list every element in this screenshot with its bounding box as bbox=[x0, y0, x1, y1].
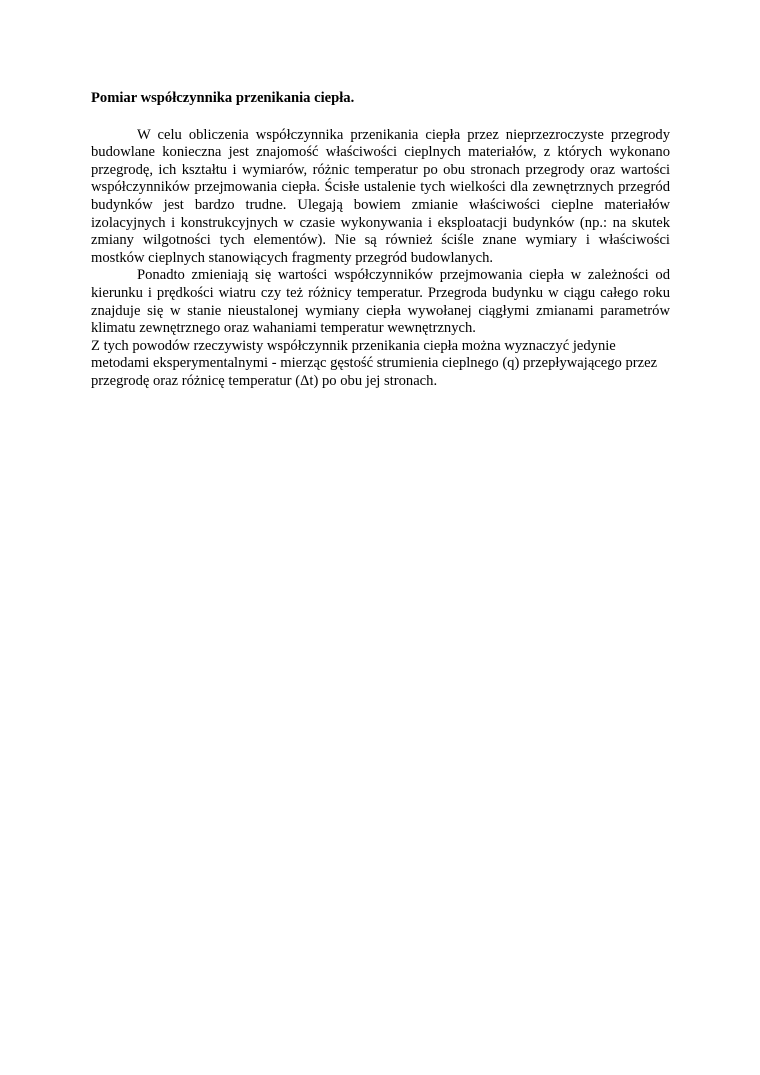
paragraph-1: W celu obliczenia współczynnika przenikania ciepła przez nieprzezroczyste przegrody budowlane konieczna jest znajomość właściwości cieplnych materiałów, z których wykonano przegrodę, ich kształtu i wymiarów, różnic temperatur po obu stronach przegrody oraz wartości współczynników przejmowania ciepła. Ścisłe ustalenie tych wielkości dla zewnętrznych przegród budynków jest bardzo trudne. Ulegają bowiem zmianie właściwości cieplne materiałów izolacyjnych i konstrukcyjnych w czasie wykonywania i eksploatacji budynków (np.: na skutek zmiany wilgotności tych elementów). Nie są również ściśle znane wymiary i właściwości mostków cieplnych stanowiących fragmenty przegród budowlanych. bbox=[91, 126, 670, 266]
document-title: Pomiar współczynnika przenikania ciepła. bbox=[91, 90, 355, 106]
document-body bbox=[91, 90, 670, 391]
paragraph-3: Z tych powodów rzeczywisty współczynnik przenikania ciepła można wyznaczyć jedynie metodami eksperymentalnymi - mierząc gęstość strumienia cieplnego (q) przepływającego przez przegrodę oraz różnicę temperatur (Δt) po obu jej stronach. bbox=[91, 337, 658, 389]
paragraph-2: Ponadto zmieniają się wartości współczynników przejmowania ciepła w zależności od kierunku i prędkości wiatru czy też różnicy temperatur. Przegroda budynku w ciągu całego roku znajduje się w stanie nieustalonej wymiany ciepła wywołanej ciągłymi zmianami parametrów klimatu zewnętrznego oraz wahaniami temperatur wewnętrznych. bbox=[91, 267, 670, 337]
